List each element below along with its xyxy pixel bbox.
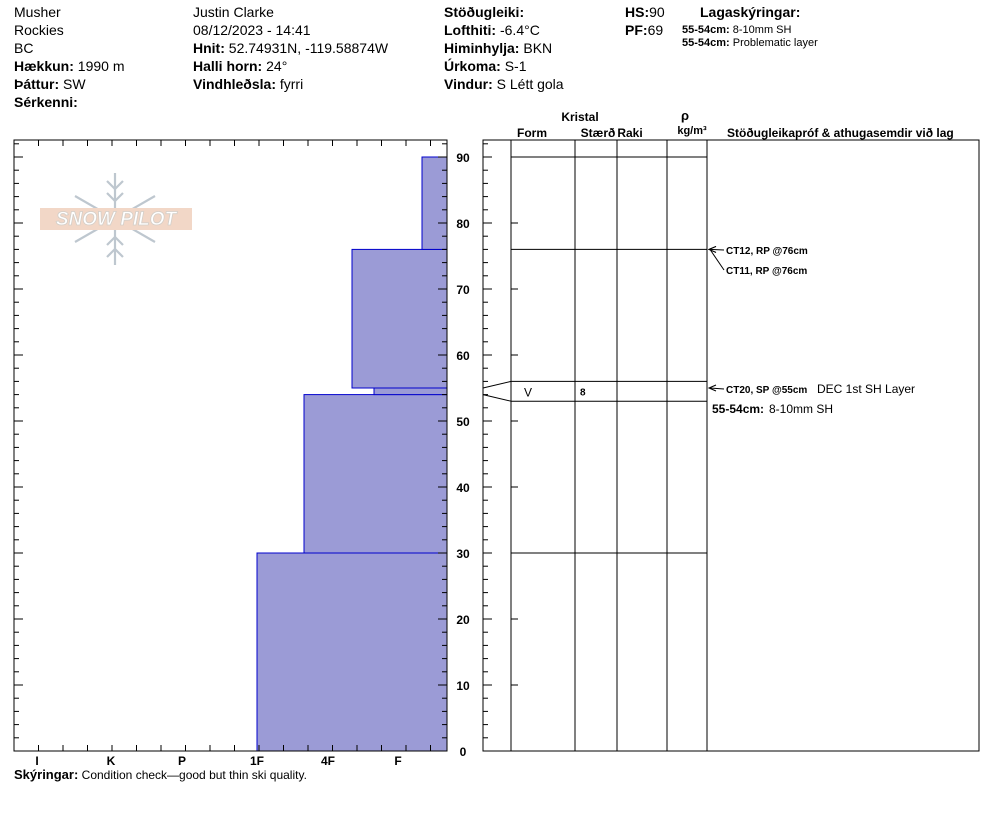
hardness-bar xyxy=(257,553,447,751)
layer-connector xyxy=(483,395,511,402)
depth-tick-label: 40 xyxy=(456,481,470,495)
layer-legend-title-text: Lagaskýringar: xyxy=(700,4,801,20)
hardness-tick-label: 4F xyxy=(320,754,336,768)
depth-tick-label: 80 xyxy=(456,217,470,231)
wind-value: S Létt gola xyxy=(496,76,564,92)
hardness-tick-label: K xyxy=(106,754,116,768)
precip-label: Úrkoma: xyxy=(444,58,501,74)
layer-comment-text: 8-10mm SH xyxy=(769,402,834,416)
wind-loading-value: fyrri xyxy=(279,76,304,92)
precip-value: S-1 xyxy=(504,58,527,74)
header-form: Form xyxy=(517,126,547,140)
test-comment: DEC 1st SH Layer xyxy=(817,382,916,396)
pf-value: 69 xyxy=(647,22,664,38)
depth-tick-label: 90 xyxy=(456,151,470,165)
airtemp-value: -6.4°C xyxy=(499,22,540,38)
test-pointer xyxy=(710,249,724,250)
slope-label: Halli horn: xyxy=(193,58,263,74)
sky-value: BKN xyxy=(523,40,553,56)
wind-label: Vindur: xyxy=(444,76,493,92)
depth-tick-label: 30 xyxy=(456,547,470,561)
hardness-tick-label: I xyxy=(35,754,39,768)
header-moisture: Raki xyxy=(617,126,643,140)
test-label: CT12, RP @76cm xyxy=(726,246,808,257)
wind-loading-label: Vindhleðsla: xyxy=(193,76,276,92)
pf-label: PF: xyxy=(625,22,648,38)
grain-size: 8 xyxy=(580,387,586,399)
header-rho: ρ xyxy=(680,108,690,123)
layer-legend-text: Problematic layer xyxy=(732,37,818,49)
mountain-range: Rockies xyxy=(14,22,64,38)
notes-text: Condition check—good but thin ski quality. xyxy=(81,768,307,782)
test-label: CT11, RP @76cm xyxy=(726,266,808,277)
hardness-bars xyxy=(257,157,447,751)
logo-text: SNOW PILOT xyxy=(55,209,177,230)
stability-label: Stöðugleiki: xyxy=(444,4,525,20)
slope-value: 24° xyxy=(266,58,288,74)
layer-legend-range: 55-54cm: xyxy=(682,37,730,49)
elevation-label: Hækkun: xyxy=(14,58,74,74)
airtemp-label: Lofthiti: xyxy=(444,22,497,38)
coords-label: Hnit: xyxy=(193,40,225,56)
hardness-bar xyxy=(304,395,447,553)
elevation-value: 1990 m xyxy=(77,58,125,74)
depth-tick-label: 20 xyxy=(456,613,470,627)
depth-tick-label: 10 xyxy=(456,679,470,693)
depth-tick-label: 60 xyxy=(456,349,470,363)
layer-connector xyxy=(483,381,511,388)
observer: Justin Clarke xyxy=(193,4,274,20)
hs-label: HS: xyxy=(625,4,650,20)
test-pointer xyxy=(710,249,724,270)
notes-label: Skýringar: xyxy=(14,767,79,782)
test-label: CT20, SP @55cm xyxy=(726,385,808,396)
stability-tests xyxy=(709,246,915,416)
hardness-tick-label: P xyxy=(177,754,187,768)
header-size: Stærð xyxy=(580,126,616,140)
hardness-tick-label: 1F xyxy=(249,754,265,768)
hardness-tick-label: F xyxy=(394,754,402,768)
depth-tick-label: 0 xyxy=(459,745,467,759)
depth-tick-label: 70 xyxy=(456,283,470,297)
hardness-bar xyxy=(374,388,447,395)
datetime: 08/12/2023 - 14:41 xyxy=(193,22,311,38)
province: BC xyxy=(14,40,34,56)
aspect-label: Þáttur: xyxy=(14,76,60,92)
depth-tick-label: 50 xyxy=(456,415,470,429)
coords-value: 52.74931N, -119.58874W xyxy=(228,40,389,56)
snowpilot-logo xyxy=(40,173,192,265)
notes xyxy=(14,767,307,782)
location: Musher xyxy=(14,4,61,20)
hardness-bar xyxy=(422,157,447,249)
layer-comment-range: 55-54cm: xyxy=(712,402,765,416)
hs-value: 90 xyxy=(649,4,665,20)
layer-legend-text: 8-10mm SH xyxy=(732,24,792,36)
layer-table-frame xyxy=(483,140,979,751)
layer-legend-range: 55-54cm: xyxy=(682,24,730,36)
aspect-value: SW xyxy=(63,76,86,92)
grain-form-symbol: V xyxy=(523,385,533,400)
header-density-unit: kg/m³ xyxy=(677,125,707,137)
hardness-bar xyxy=(352,249,447,388)
features-label: Sérkenni: xyxy=(14,94,78,110)
header-crystal: Kristal xyxy=(561,110,599,124)
sky-label: Himinhylja: xyxy=(444,40,520,56)
header-tests: Stöðugleikapróf & athugasemdir við lag xyxy=(727,126,954,140)
